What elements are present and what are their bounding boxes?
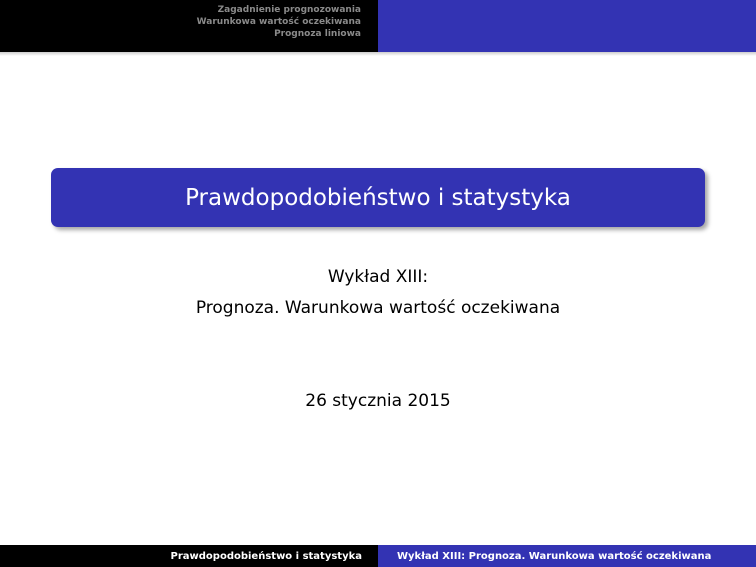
nav-section-2[interactable]: Warunkowa wartość oczekiwana <box>196 17 361 27</box>
nav-section-3[interactable]: Prognoza liniowa <box>274 29 361 39</box>
header-accent-panel <box>378 0 756 52</box>
footer-lecture-title[interactable]: Wykład XIII: Prognoza. Warunkowa wartość oczekiwana <box>397 550 712 562</box>
nav-section-1[interactable]: Zagadnienie prognozowania <box>217 5 361 15</box>
title-box <box>51 168 705 227</box>
footer-left-panel <box>0 545 378 567</box>
header-bar <box>0 0 756 52</box>
slide-title: Prawdopodobieństwo i statystyka <box>185 184 571 211</box>
lecture-date: 26 stycznia 2015 <box>305 391 451 411</box>
header-shadow <box>0 52 756 56</box>
lecture-number: Wykład XIII: <box>327 267 429 287</box>
section-navigation <box>0 0 378 52</box>
footer-course-title[interactable]: Prawdopodobieństwo i statystyka <box>170 550 362 562</box>
footer-right-panel <box>378 545 756 567</box>
lecture-topic: Prognoza. Warunkowa wartość oczekiwana <box>195 298 561 318</box>
footer-bar <box>0 545 756 567</box>
